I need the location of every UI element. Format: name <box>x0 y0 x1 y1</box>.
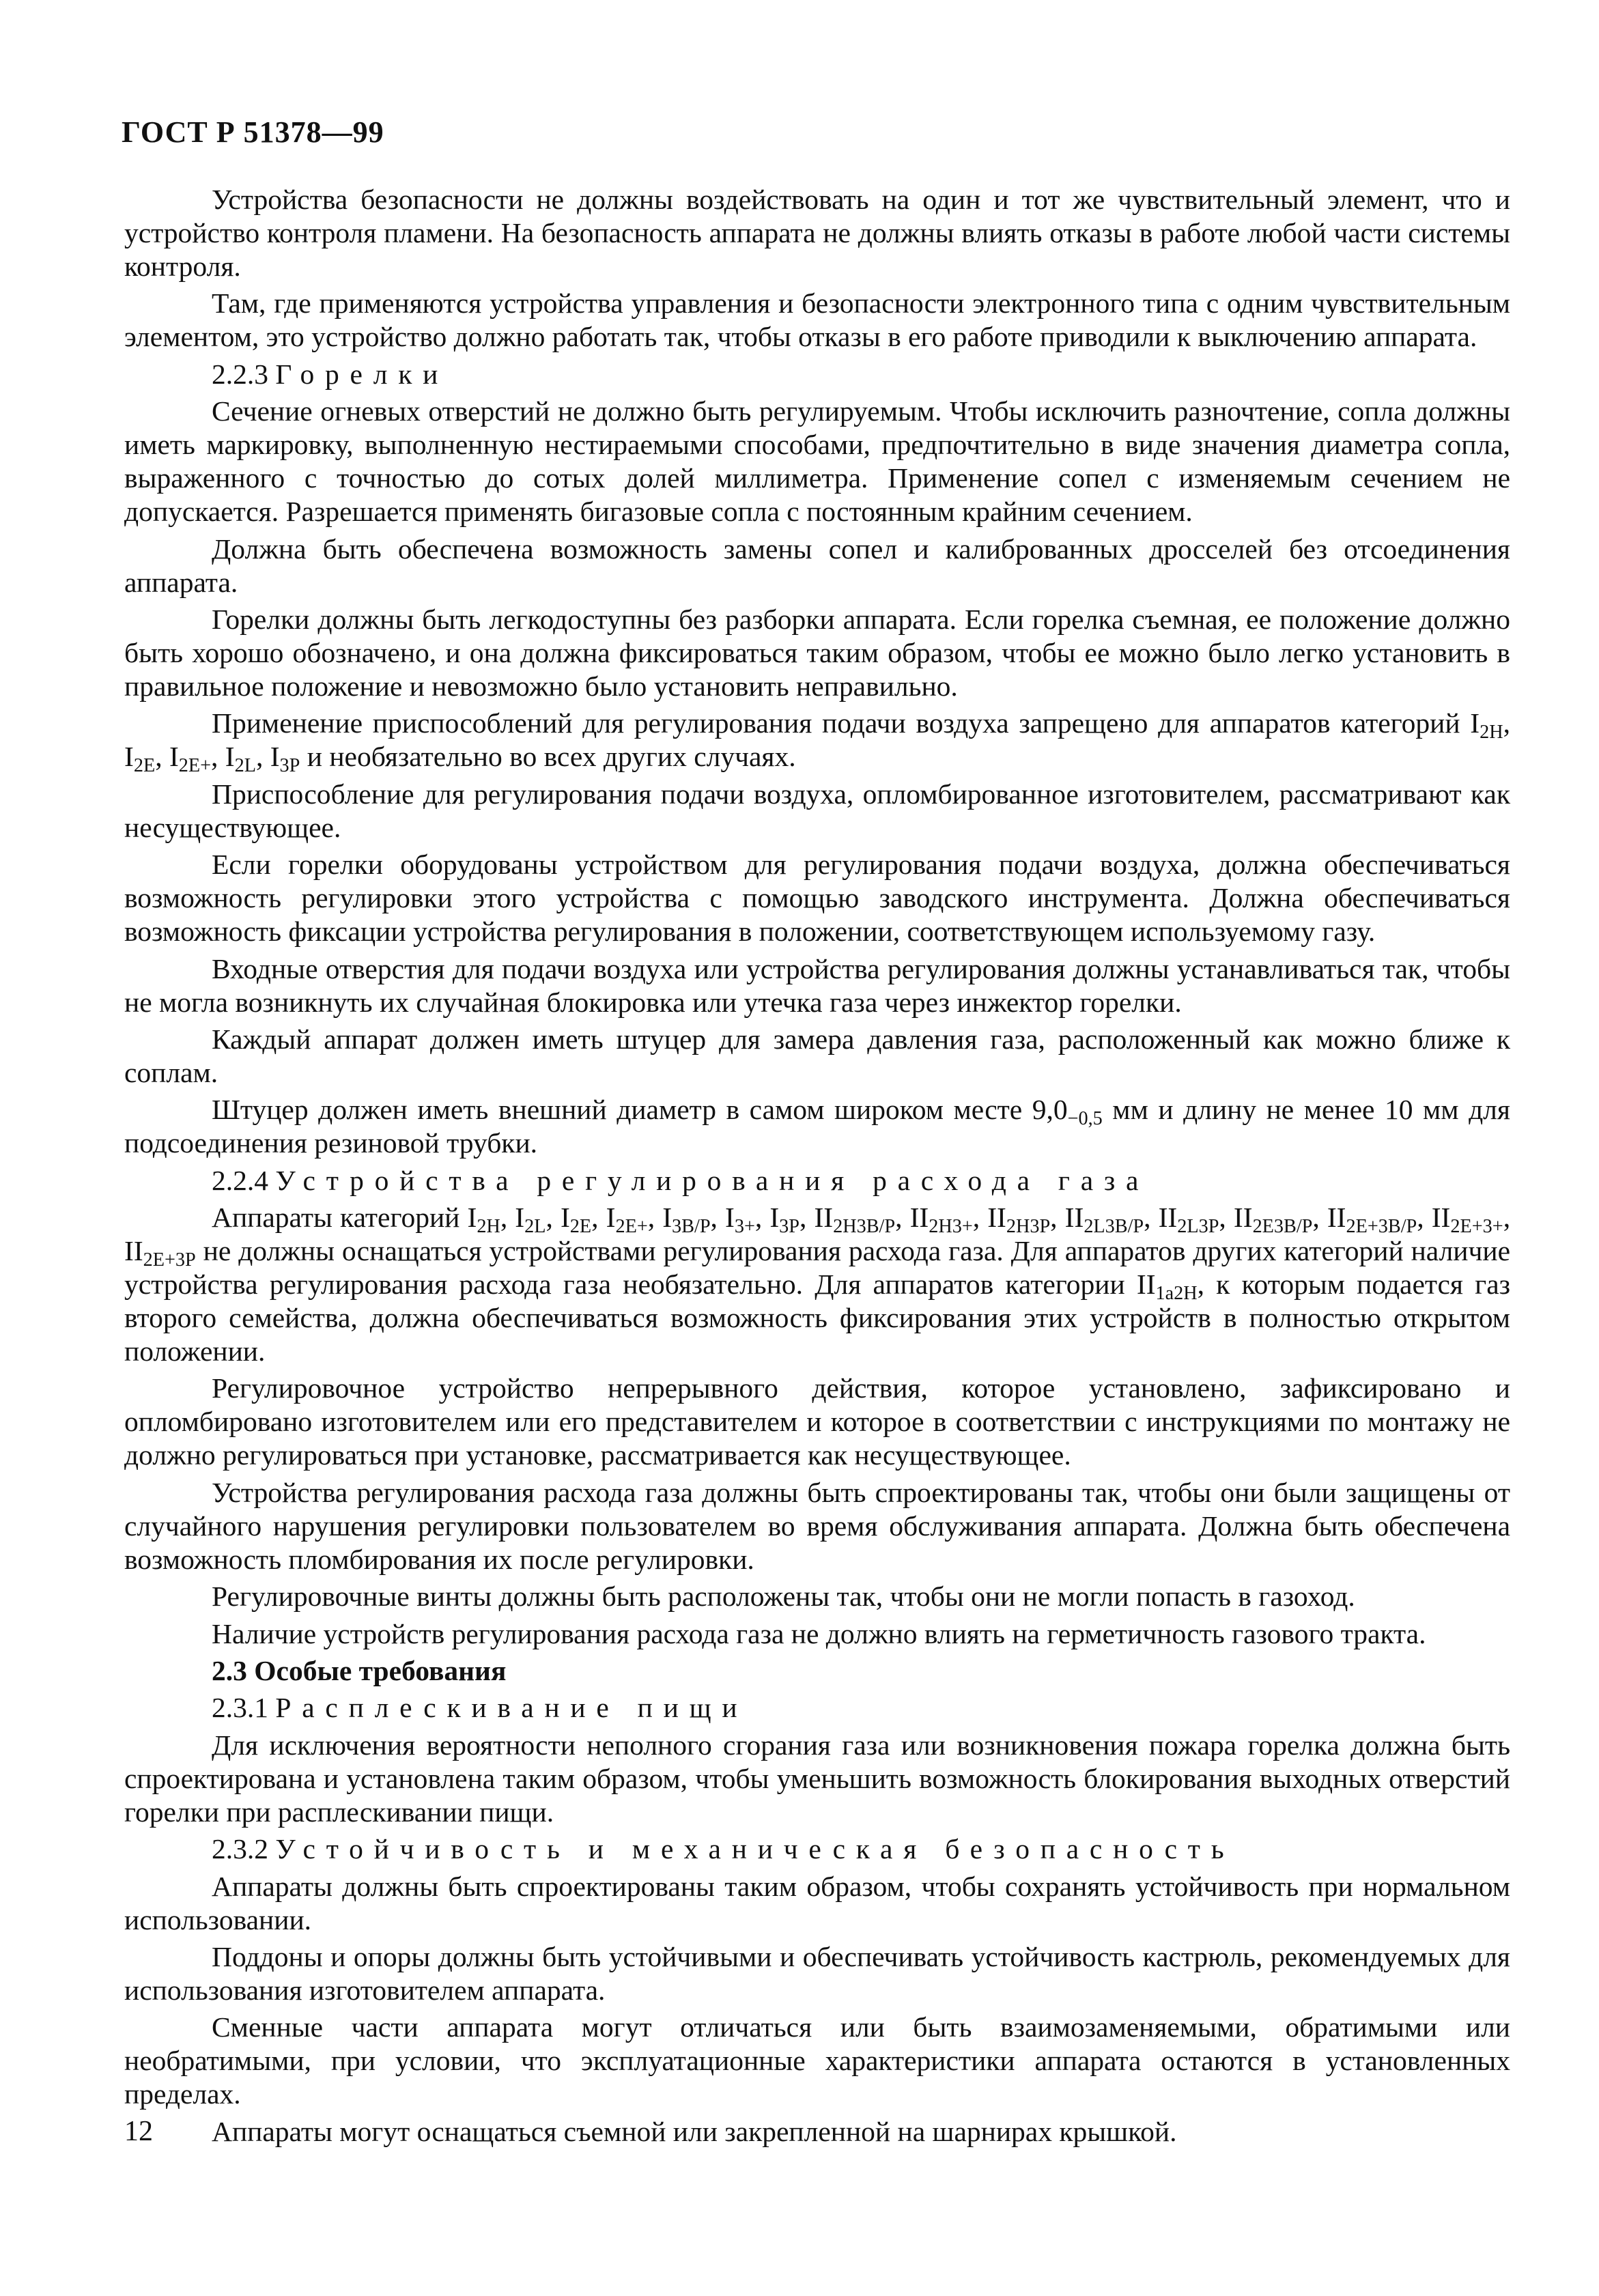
section-heading: 2.2.3 Горелки <box>212 358 449 390</box>
paragraph: Горелки должны быть легкодоступны без разборки аппарата. Если горелка съемная, ее положение должно быть хорошо обозначено, и она должна фиксироваться таким образом, чтобы ее можно было легко установить в правильное положение и невозможно было установить неправильно. <box>124 603 1510 702</box>
paragraph: Регулировочные винты должны быть расположены так, чтобы они не могли попасть в газоход. <box>212 1581 1355 1613</box>
paragraph: Аппараты должны быть спроектированы таким образом, чтобы сохранять устойчивость при нормальном использовании. <box>124 1870 1510 1936</box>
paragraph: Наличие устройств регулирования расхода газа не должно влиять на герметичность газового тракта. <box>212 1617 1426 1649</box>
paragraph: Устройства безопасности не должны воздействовать на один и тот же чувствительный элемент, что и устройство контроля пламени. На безопасность аппарата не должны влиять отказы в работе любой части системы контроля. <box>124 184 1510 282</box>
paragraph: Сечение огневых отверстий не должно быть регулируемым. Чтобы исключить разночтение, сопла должны иметь маркировку, выполненную нестираемыми способами, предпочтительно в виде значения диаметра сопла, выраженного с точностью до сотых долей миллиметра. Применение сопел с изменяемым сечением не допускается. Разрешается применять бигазовые сопла с постоянным крайним сечением. <box>124 395 1510 528</box>
paragraph: Сменные части аппарата могут отличаться или быть взаимозаменяемыми, обратимыми или необратимыми, при условии, что эксплуатационные характеристики аппарата остаются в установленных пределах. <box>124 2011 1510 2110</box>
paragraph: Там, где применяются устройства управления и безопасности электронного типа с одним чувствительным элементом, это устройство должно работать так, чтобы отказы в его работе приводили к выключению аппарата. <box>124 287 1510 353</box>
paragraph: Если горелки оборудованы устройством для регулирования подачи воздуха, должна обеспечиваться возможность регулировки этого устройства с помощью заводского инструмента. Должна обеспечиваться возможность фиксации устройства регулирования в положении, соответствующем используемому газу. <box>124 849 1510 948</box>
paragraph: Применение приспособлений для регулирования подачи воздуха запрещено для аппаратов категорий $I_{2H}$, $I_{2E}$, $I_{2E+}$, $I_{2L}$, $I_{3P}$ и необязательно во всех других случаях. <box>124 707 1510 777</box>
section-heading: 2.3.2 Устойчивость и механическая безопасность <box>212 1833 1235 1865</box>
document-body <box>124 183 1510 2152</box>
paragraph: Аппараты категорий $I_{2H}$, $I_{2L}$, $I_{2E}$, $I_{2E+}$, $I_{3B/P}$, $I_{3+}$, $I_{3P}$, $II_{2H3B/P}$, $II_{2H3+}$, $II_{2H3P}$, $II_{2L3B/P}$, $II_{2L3P}$, $II_{2E3B/P}$, $II_{2E+3B/P}$, $II_{2E+3+}$, $II_{2E+3P}$ не должны оснащаться устройствами регулирования расхода газа. Для аппаратов других категорий наличие устройства регулирования расхода газа необязательно. Для аппаратов категории $II_{1a2H}$, к которым подается газ второго семейства, должна обеспечиваться возможность фиксирования этих устройств в полностью открытом положении. <box>124 1202 1511 1367</box>
paragraph: Входные отверстия для подачи воздуха или устройства регулирования должны устанавливаться так, чтобы не могла возникнуть их случайная блокировка или утечка газа через инжектор горелки. <box>124 952 1510 1018</box>
paragraph: Приспособление для регулирования подачи воздуха, опломбированное изготовителем, рассматривают как несуществующее. <box>124 778 1510 843</box>
section-heading: 2.2.4 Устройства регулирования расхода газа <box>212 1164 1150 1196</box>
paragraph: Аппараты могут оснащаться съемной или закрепленной на шарнирах крышкой. <box>212 2115 1177 2147</box>
paragraph: Для исключения вероятности неполного сгорания газа или возникновения пожара горелка должна быть спроектирована и установлена таким образом, чтобы уменьшить возможность блокирования выходных отверстий горелки при расплескивании пищи. <box>124 1729 1510 1828</box>
paragraph: Поддоны и опоры должны быть устойчивыми и обеспечивать устойчивость кастрюль, рекомендуемых для использования изготовителем аппарата. <box>124 1940 1510 2006</box>
paragraph: Регулировочное устройство непрерывного действия, которое установлено, зафиксировано и опломбировано изготовителем или его представителем и которое в соответствии с инструкциями по монтажу не должно регулироваться при установке, рассматривается как несуществующее. <box>124 1372 1510 1471</box>
paragraph: Каждый аппарат должен иметь штуцер для замера давления газа, расположенный как можно ближе к соплам. <box>124 1023 1510 1088</box>
paragraph: Должна быть обеспечена возможность замены сопел и калиброванных дросселей без отсоединения аппарата. <box>124 533 1510 598</box>
paragraph: Штуцер должен иметь внешний диаметр в самом широком месте $9,0_{-0,5}$ мм и длину не менее 10 мм для подсоединения резиновой трубки. <box>124 1094 1510 1159</box>
page-number: 12 <box>124 2116 153 2147</box>
section-heading: 2.3.1 Расплескивание пищи <box>212 1692 748 1724</box>
paragraph: Устройства регулирования расхода газа должны быть спроектированы так, чтобы они были защищены от случайного нарушения регулировки пользователем во время обслуживания аппарата. Должна быть обеспечена возможность пломбирования их после регулировки. <box>124 1476 1510 1575</box>
document-header: ГОСТ Р 51378—99 <box>122 115 384 149</box>
section-title: 2.3 Особые требования <box>212 1655 507 1687</box>
